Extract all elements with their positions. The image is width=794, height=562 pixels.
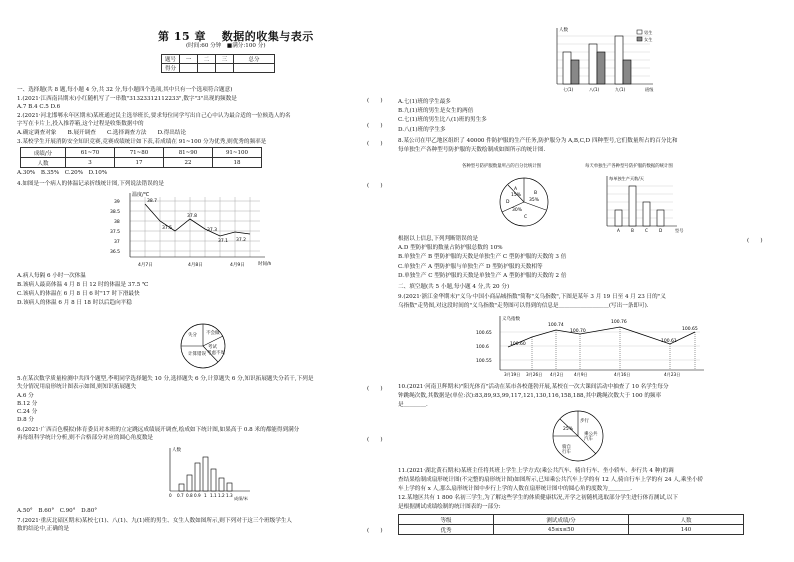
bar-female: [571, 60, 579, 84]
q6-text-2: 再每组科学统计分析,则不合格部分对应的圆心角度数是: [17, 435, 154, 441]
q3-table: 成绩/分 61~70 71~80 81~90 91~100 人数 3 17 22 18: [20, 147, 262, 168]
q5-option-d: D.8 分: [17, 417, 34, 423]
class-gender-bar-chart: [545, 24, 675, 96]
pie-chart-title: 各种型号防护服数量所占的百分比统计图: [462, 164, 542, 169]
y-tick: 36.5: [110, 250, 121, 255]
q6-text: 6.(2021·广西百色模拟)体育委员对本班的立定跳远成绩展开调查,绘成如下统计图,如果高于 0.8 米的都能得到满分: [17, 427, 300, 433]
x-tick: 4月2日: [550, 372, 564, 377]
x-tick: A: [617, 228, 620, 233]
transport-pie-chart: [550, 408, 606, 464]
q12-table: 等级 测试成绩/分 人数 优秀 45≤x≤50 140: [398, 514, 744, 535]
x-tick: 1.2: [218, 493, 225, 498]
x-tick: 1.3: [226, 493, 233, 498]
q7-text-2: 数的结论中,正确的是: [17, 526, 70, 532]
bar: [219, 478, 224, 491]
bar-female: [597, 52, 605, 84]
x-tick: 4月9日: [230, 263, 245, 268]
bar: [179, 484, 184, 491]
bar-male: [563, 52, 571, 84]
pie-label: 考试: [208, 345, 217, 350]
x-axis-label: 型号: [675, 228, 684, 233]
q6-options: A.50° B.60° C.90° D.80°: [17, 508, 98, 514]
y-axis-label: 温度/℃: [132, 192, 150, 198]
q5-option-a: A.6 分: [17, 393, 34, 399]
bar: [643, 202, 650, 226]
y-axis-label: 人数: [172, 448, 181, 453]
index-series-line: [508, 327, 695, 347]
x-tick: 0: [169, 493, 172, 498]
q8-text: 8.某公司在甲乙地区组织了 40000 件防护服的生产任务,防护服分为 A,B,C,D 四种型号,它们数量所占的百分比和: [398, 138, 678, 144]
data-label: 37.2: [236, 238, 247, 243]
q8-question: 根据以上信息,下列判断错误的是: [398, 236, 479, 242]
pie-label: 骑自: [562, 445, 571, 450]
answer-paren: ( ): [367, 528, 383, 534]
data-label: 100.65: [682, 327, 698, 332]
y-tick: 38: [114, 220, 120, 225]
pie-label: 步行: [580, 419, 589, 424]
q5-text-2: 失分情况用扇形统计图表示如图,则知识拓展题失: [17, 384, 137, 390]
q7-option-d: D.八(1)班的学生多: [398, 127, 446, 133]
yiwu-index-line-chart: [470, 312, 710, 382]
answer-paren: ( ): [367, 183, 383, 189]
pie-label: 乘公共: [584, 432, 598, 437]
bar: [657, 210, 664, 226]
x-tick: 0.8: [186, 493, 193, 498]
bar: [211, 469, 216, 491]
y-axis-label: 每单独生产天数/天: [609, 176, 644, 181]
long-jump-bar-chart: [158, 444, 258, 502]
q2-options: A.确定调查对象 B.展开调查 C.选择调查方法 D.得出结论: [17, 130, 187, 136]
data-label: 100.76: [611, 320, 627, 325]
data-label: 100.60: [510, 342, 526, 347]
bar: [227, 483, 232, 491]
q3-text: 3.某校学生开展消防安全知识竞赛,竞赛成绩统计如下表,若成绩在 91~100 分为优秀,则优秀的频率是: [17, 139, 267, 145]
section-1-heading: 一、选择题(共 8 题,每小题 4 分,共 32 分,每小题四个选项,其中只有一个选项符合题意): [17, 87, 233, 93]
x-axis-label: 成绩/米: [234, 496, 248, 501]
y-tick: 37: [114, 240, 120, 245]
x-tick: 八(1): [589, 87, 600, 92]
pie-label: B: [534, 191, 538, 196]
q3-options: A.30% B.35% C.20% D.10%: [17, 170, 108, 176]
answer-paren: ( ): [367, 386, 383, 392]
q10-text-3: 是＿＿＿＿.: [398, 402, 428, 408]
x-tick: 3月26日: [526, 372, 543, 377]
data-label: 37.8: [187, 214, 198, 219]
x-tick: 1: [204, 493, 207, 498]
pie-label: 汽车: [584, 437, 593, 442]
q1-text: 1.(2021·江西南昌期末)小红随机写了一串数"31323312112233",数字"3"出现的频数是: [17, 96, 237, 102]
x-tick: 4月9日: [574, 372, 588, 377]
pie-label: 不会做: [206, 331, 220, 336]
bar: [203, 457, 208, 491]
x-tick: 七(1): [563, 87, 574, 92]
answer-paren: ( ): [367, 123, 383, 129]
bar-chart-title: 每天单独生产各种型号防护服的数据的统计图: [585, 164, 673, 169]
answer-paren: ( ): [367, 98, 383, 104]
data-label: 37.3: [207, 228, 218, 233]
y-tick: 39: [114, 200, 120, 205]
q4-option-a: A.病人每隔 6 小时一次体温: [17, 273, 86, 279]
q7-option-c: C.七(1)班的男生比八(1)班的男生多: [398, 117, 487, 123]
q8-option-a: A.D 型防护服的数量占防护服总数的 10%: [398, 245, 503, 251]
bar-male: [615, 36, 623, 84]
q8-option-d: D.单独生产 C 型防护服的天数是单独生产 A 型防护服的天数的 2 倍: [398, 273, 567, 279]
q9-text-2: 乌指数"走势图,对这段时间的"义乌指数"走势图可以得到的信息是＿＿＿＿＿＿＿＿＿(写出一条即可).: [398, 303, 649, 309]
q10-text-2: 钟跳绳次数,其数据是(单位:次):83,89,93,99,117,121,130,116,158,188,其中跳绳次数大于 100 的频率: [398, 393, 662, 399]
answer-paren: ( ): [367, 141, 383, 147]
section-2-heading: 二、填空题(共 5 小题,每小题 4 分,共 20 分): [398, 284, 510, 290]
pie-label: 计算错误: [188, 352, 206, 357]
x-axis-label: 时间/h: [258, 262, 272, 267]
pie-label: 考虑不周: [207, 351, 225, 356]
x-tick: 4月16日: [614, 372, 631, 377]
pie-label: 35%: [529, 198, 540, 203]
x-tick: 1.1: [210, 493, 217, 498]
production-days-bar-chart: [595, 172, 695, 234]
q12-text-2: 是根据测试成绩绘制的统计图表的一部分:: [398, 504, 501, 510]
q8-option-c: C.单独生产 A 型防护服与单独生产 D 型防护服的天数相等: [398, 264, 543, 270]
q7-option-b: B.九(1)班的男生是女生的两倍: [398, 108, 474, 114]
q7-text: 7.(2021·重庆北碚区期末)某校七(1)、八(1)、九(1)班的男生、女生人数如图所示,则下列对于这三个班级学生人: [17, 518, 293, 524]
error-pie-chart: [176, 320, 230, 372]
data-label: 38.7: [147, 199, 158, 204]
q11-text-2: 查结果绘制成扇形统计图(不完整的扇形统计图)如图所示,已知乘公共汽车上学的有 12 人,骑自行车上学的有 24 人,乘坐小轿: [398, 477, 704, 483]
legend-label: 女生: [644, 37, 653, 42]
x-tick: 0.7: [177, 493, 184, 498]
y-tick: 100.6: [476, 345, 489, 350]
legend-label: 男生: [644, 30, 653, 35]
time-score-info: (时间:60 分钟 ■满分:100 分): [186, 43, 266, 49]
score-table: 题号 一 二 三 总分 得分: [161, 54, 275, 73]
pie-label: 15%: [511, 193, 522, 198]
bar: [615, 210, 622, 226]
q11-text-3: 车上学的有 x 人,那么扇形统计图中步行上学的人数在扇形统计图中的圆心角的度数为＿＿＿＿.: [398, 486, 633, 492]
x-tick: 4月23日: [664, 372, 681, 377]
pie-label: 行车: [562, 450, 571, 455]
data-label: 100.70: [570, 329, 586, 334]
x-tick: B: [631, 228, 634, 233]
x-tick: 4月7日: [138, 263, 153, 268]
y-tick: 100.65: [476, 331, 492, 336]
q2-text-2: 字写在卡片上,投入推荐箱,这个过程是收集数据中的: [17, 121, 144, 127]
x-tick: 0.9: [194, 493, 201, 498]
x-tick: 4月8日: [188, 263, 203, 268]
q8-option-b: B.单独生产 B 型防护服的天数是单独生产 C 型防护服的天数的 3 倍: [398, 254, 567, 260]
q11-text: 11.(2021·湖北黄石期末)某班主任将其班上学生上学方式(乘公共汽车、骑自行车、坐小轿车、步行共 4 种)的调: [398, 468, 674, 474]
q5-option-c: C.24 分: [17, 409, 38, 415]
answer-paren: ( ): [747, 238, 763, 244]
q4-option-c: C.该病人的体温在 6 月 8 日 6 时"17 时下滑最快: [17, 291, 140, 297]
y-axis-label: 人数: [559, 28, 568, 33]
bar-male: [589, 44, 597, 84]
page-title: 第 15 章 数据的收集与表示: [158, 30, 314, 43]
pie-label: D: [506, 200, 510, 205]
bar: [187, 475, 192, 491]
pie-label: C: [524, 215, 528, 220]
legend-swatch-female: [637, 37, 642, 41]
q10-text: 10.(2021·河南卫辉期末)"阳光体育"活动在某市各校蓬勃开展,某校在一次大课间活动中抽查了 10 名学生每分: [398, 384, 669, 390]
x-tick: C: [645, 228, 648, 233]
data-label: 37.1: [218, 239, 229, 244]
protective-suit-pie-chart: [494, 174, 554, 230]
data-label: 100.74: [548, 323, 564, 328]
x-axis-label: 班级: [645, 87, 654, 92]
q9-text: 9.(2021·浙江金华期末)"义乌·中国小商品城指数"简称"义乌指数",下图是某年 3 月 19 日至 4 月 23 日的"义: [398, 294, 666, 300]
q8-text-2: 每单独生产各种型号防护服的天数绘制成如图所示的统计图.: [398, 147, 546, 153]
pie-label: 25%: [563, 427, 574, 432]
pie-label: 失分: [188, 333, 197, 338]
bar: [629, 186, 636, 226]
y-tick: 37.5: [110, 230, 121, 235]
pie-label: 30%: [512, 208, 523, 213]
temperature-line-chart: [100, 189, 280, 271]
q12-text: 12.某地区共有 1 800 名初三学生,为了解这些学生的体质健康状况,开学之初随机选取部分学生进行体育测试,以下: [398, 495, 678, 501]
q5-text: 5.在某次数学质量检测中共四个题型,李明同学选择题失 10 分,选择题失 6 分,计算题失 6 分,知识拓展题失分若干,下列是: [17, 376, 314, 382]
bar: [195, 463, 200, 491]
y-axis-label: 义乌指数: [502, 317, 520, 322]
q4-option-d: D.该病人的体温 6 月 8 日 18 时以后趋向平稳: [17, 300, 132, 306]
pie-label: A: [514, 187, 518, 192]
q4-option-b: B.该病人最高体温 4 月 8 日 12 时的体温是 37.5 ℃: [17, 282, 149, 288]
q7-option-a: A.七(1)班的学生最多: [398, 99, 451, 105]
q5-option-b: B.12 分: [17, 401, 38, 407]
bar-female: [623, 60, 631, 84]
legend-swatch-male: [637, 30, 642, 34]
x-tick: 九(1): [615, 87, 626, 92]
q1-options: A.7 B.4 C.5 D.6: [17, 104, 61, 110]
y-tick: 38.5: [110, 210, 121, 215]
x-tick: D: [659, 228, 663, 233]
data-label: 100.61: [661, 339, 677, 344]
q4-text: 4.如图是一个病人的体温记录折线统计图,下列说法错误的是: [17, 181, 164, 187]
x-tick: 3月19日: [504, 372, 521, 377]
data-label: 37.5: [162, 226, 173, 231]
q2-text: 2.(2021·河北邯郸永年区期末)某班通过民主选举班长,要求每位同学写出自己心中认为最合适的一位候选人的名: [17, 113, 291, 119]
answer-paren: ( ): [367, 437, 383, 443]
y-tick: 100.55: [476, 359, 492, 364]
